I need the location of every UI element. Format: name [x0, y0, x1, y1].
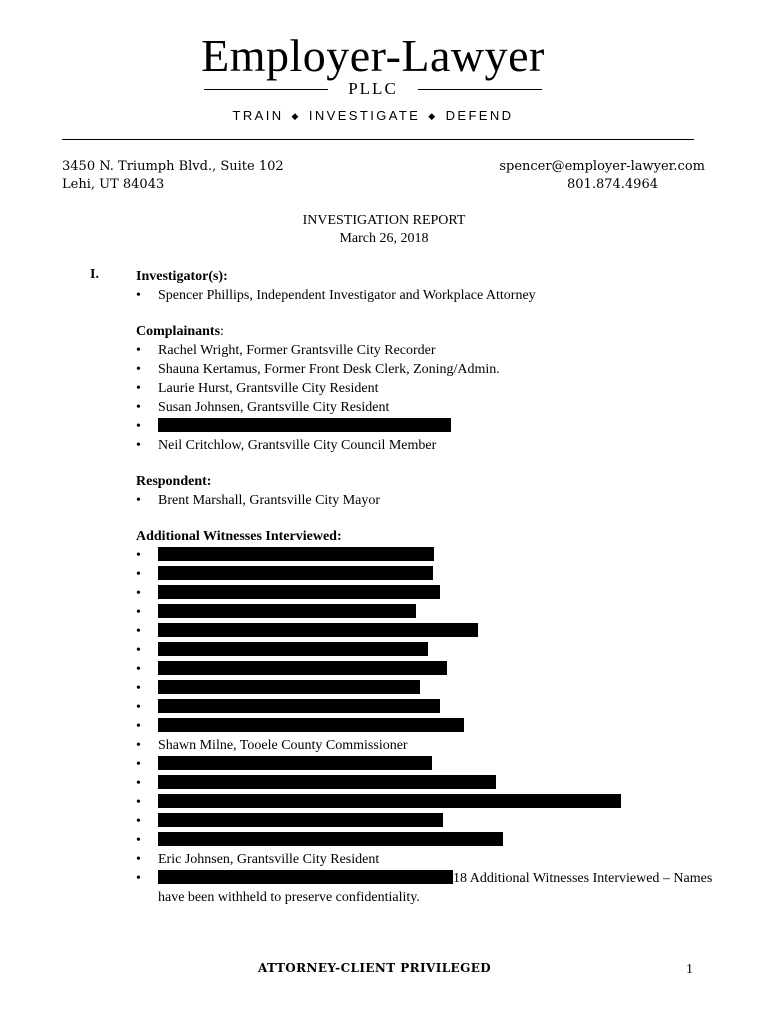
bullet-icon: •: [136, 438, 141, 453]
list-item: [136, 286, 716, 305]
list-item: [136, 812, 716, 831]
bullet-icon: •: [136, 681, 141, 696]
bullet-icon: •: [136, 643, 141, 658]
redaction-bar: [158, 718, 464, 732]
redaction-bar: [158, 418, 451, 432]
bullet-icon: •: [136, 662, 141, 677]
list-item: [136, 565, 716, 584]
list-item: [136, 793, 716, 812]
list-item: [136, 341, 716, 360]
bullet-icon: •: [136, 624, 141, 639]
list-item-text: 18 Additional Witnesses Interviewed – Names have been withheld to preserve confidentiality.: [158, 871, 713, 905]
firm-name: Employer-Lawyer: [201, 30, 545, 81]
bullet-icon: •: [136, 700, 141, 715]
letterhead-logo: [190, 28, 556, 130]
firm-suffix-row: [190, 78, 556, 100]
respondents-list: [136, 491, 716, 510]
bullet-icon: •: [136, 343, 141, 358]
bullet-icon: •: [136, 776, 141, 791]
list-item-text: Brent Marshall, Grantsville City Mayor: [158, 493, 381, 508]
list-item: [136, 360, 716, 379]
list-item: [136, 641, 716, 660]
list-item: [136, 417, 716, 436]
report-title: INVESTIGATION REPORT: [302, 213, 466, 228]
bullet-icon: •: [136, 400, 141, 415]
bullet-icon: •: [136, 795, 141, 810]
list-item-text: Laurie Hurst, Grantsville City Resident: [158, 381, 379, 396]
report-title-block: [0, 212, 768, 248]
contact-email[interactable]: spencer@employer-lawyer.com: [499, 159, 705, 174]
list-item: [136, 584, 716, 603]
diamond-icon: ◆: [428, 111, 438, 121]
bullet-icon: •: [136, 381, 141, 396]
respondent-heading: Respondent:: [136, 474, 212, 489]
report-date: March 26, 2018: [339, 231, 429, 246]
firm-suffix: PLLC: [348, 79, 398, 98]
bullet-icon: •: [136, 757, 141, 772]
bullet-icon: •: [136, 288, 141, 303]
list-item: [136, 622, 716, 641]
list-item-text: Susan Johnsen, Grantsville City Resident: [158, 400, 390, 415]
redaction-bar: [158, 756, 432, 770]
tagline-investigate: INVESTIGATE: [308, 108, 421, 123]
diamond-icon: ◆: [291, 111, 301, 121]
privilege-notice: ATTORNEY-CLIENT PRIVILEGED: [258, 961, 492, 975]
bullet-icon: •: [136, 814, 141, 829]
list-item: [136, 850, 716, 869]
bullet-icon: •: [136, 605, 141, 620]
bullet-icon: •: [136, 362, 141, 377]
section-content: [136, 267, 716, 907]
bullet-icon: •: [136, 493, 141, 508]
bullet-icon: •: [136, 719, 141, 734]
redaction-bar: [158, 661, 447, 675]
bullet-icon: •: [136, 586, 141, 601]
list-item: [136, 717, 716, 736]
bullet-icon: •: [136, 419, 141, 434]
address-line-1: 3450 N. Triumph Blvd., Suite 102: [62, 159, 284, 174]
list-item: [136, 546, 716, 565]
witnesses-list: [136, 546, 716, 907]
bullet-icon: •: [136, 738, 141, 753]
contact-phone: 801.874.4964: [567, 177, 658, 192]
list-item: [136, 831, 716, 850]
list-item-text: Rachel Wright, Former Grantsville City Recorder: [158, 343, 436, 358]
list-item: [136, 679, 716, 698]
redaction-bar: [158, 813, 443, 827]
list-item: [136, 398, 716, 417]
list-item-text: Shauna Kertamus, Former Front Desk Clerk, Zoning/Admin.: [158, 362, 500, 377]
list-item: [136, 698, 716, 717]
bullet-icon: •: [136, 548, 141, 563]
section-number: I.: [90, 267, 99, 282]
list-item-text: Neil Critchlow, Grantsville City Council Member: [158, 438, 437, 453]
redaction-bar: [158, 680, 420, 694]
bullet-icon: •: [136, 833, 141, 848]
redaction-bar: [158, 870, 453, 884]
complainants-heading: Complainants:: [136, 324, 224, 339]
redaction-bar: [158, 794, 621, 808]
bullet-icon: •: [136, 567, 141, 582]
redaction-bar: [158, 775, 496, 789]
list-item: [136, 491, 716, 510]
redaction-bar: [158, 566, 433, 580]
list-item: [136, 660, 716, 679]
tagline-train: TRAIN: [232, 108, 284, 123]
list-item: [136, 774, 716, 793]
redaction-bar: [158, 832, 503, 846]
redaction-bar: [158, 604, 416, 618]
list-item-text: Shawn Milne, Tooele County Commissioner: [158, 738, 408, 753]
list-item: [136, 755, 716, 774]
tagline-defend: DEFEND: [445, 108, 514, 123]
page-number: 1: [686, 962, 693, 977]
logo-rule-right: [418, 89, 542, 90]
list-item: [136, 436, 716, 455]
redaction-bar: [158, 623, 478, 637]
witnesses-heading: Additional Witnesses Interviewed:: [136, 529, 342, 544]
address-line-2: Lehi, UT 84043: [62, 177, 165, 192]
bullet-icon: •: [136, 852, 141, 867]
list-item: [136, 603, 716, 622]
logo-rule-left: [204, 89, 328, 90]
header-divider: [62, 139, 694, 140]
list-item-text: Spencer Phillips, Independent Investigator and Workplace Attorney: [158, 288, 536, 303]
redaction-bar: [158, 642, 428, 656]
redaction-bar: [158, 585, 440, 599]
list-item: [136, 379, 716, 398]
list-item: [136, 736, 716, 755]
complainants-list: [136, 341, 716, 455]
list-item: [136, 869, 716, 907]
investigators-heading: Investigator(s):: [136, 269, 228, 284]
firm-tagline: [190, 108, 556, 123]
redaction-bar: [158, 547, 434, 561]
bullet-icon: •: [136, 871, 141, 886]
investigators-list: [136, 286, 716, 305]
list-item-text: Eric Johnsen, Grantsville City Resident: [158, 852, 380, 867]
redaction-bar: [158, 699, 440, 713]
